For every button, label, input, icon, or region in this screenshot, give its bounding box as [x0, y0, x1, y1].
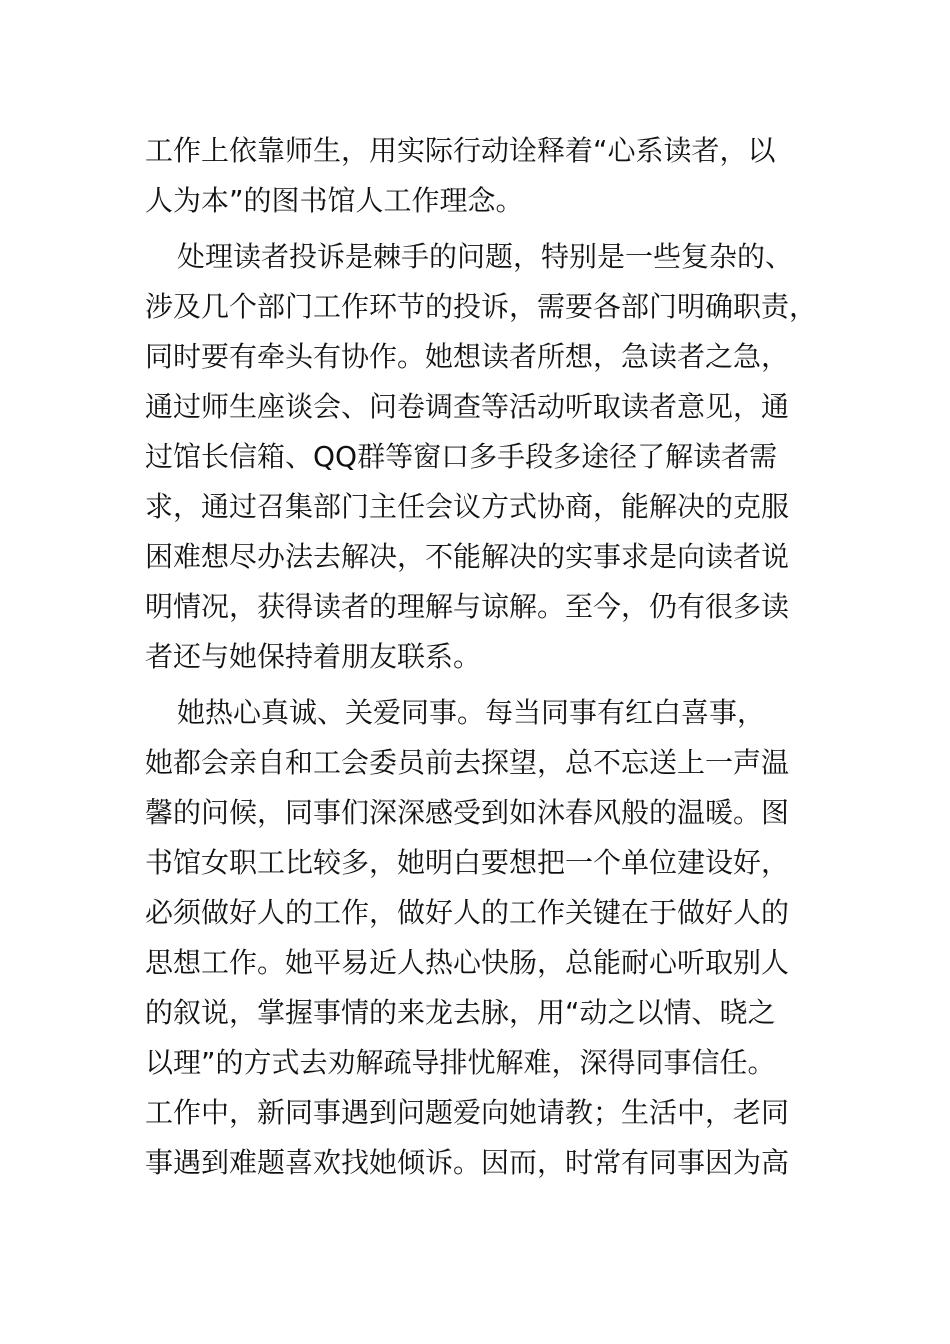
text-line: 通过师生座谈会、问卷调查等活动听取读者意见，通: [145, 390, 790, 423]
text-line: 她热心真诚、关爱同事。每当同事有红白喜事，: [177, 696, 766, 729]
text-line: 以理”的方式去劝解疏导排忧解难，深得同事信任。: [145, 1046, 776, 1079]
text-line: 馨的问候，同事们深深感受到如沐春风般的温暖。图: [145, 796, 790, 829]
text-line: 她都会亲自和工会委员前去探望，总不忘送上一声温: [145, 746, 790, 779]
text-line: 思想工作。她平易近人热心快肠，总能耐心听取别人: [145, 946, 790, 979]
body-text: [145, 126, 825, 1188]
text-line: 工作中，新同事遇到问题爱向她请教；生活中，老同: [145, 1096, 790, 1129]
text-line: 涉及几个部门工作环节的投诉，需要各部门明确职责，: [145, 290, 818, 323]
text-line: 工作上依靠师生，用实际行动诠释着“心系读者，以: [145, 134, 776, 167]
text-line: 的叙说，掌握事情的来龙去脉，用“动之以情、晓之: [145, 996, 776, 1029]
text-line: 明情况，获得读者的理解与谅解。至今，仍有很多读: [145, 590, 790, 623]
text-line: 事遇到难题喜欢找她倾诉。因而，时常有同事因为高: [145, 1146, 790, 1179]
text-line: 人为本”的图书馆人工作理念。: [145, 184, 524, 217]
text-line: 书馆女职工比较多，她明白要想把一个单位建设好，: [145, 846, 790, 879]
text-line: 求，通过召集部门主任会议方式协商，能解决的克服: [145, 490, 790, 523]
text-line: 同时要有牵头有协作。她想读者所想，急读者之急，: [145, 340, 790, 373]
text-line: 过馆长信箱、QQ群等窗口多手段多途径了解读者需: [145, 440, 778, 473]
text-line: 者还与她保持着朋友联系。: [145, 640, 482, 673]
text-line: 必须做好人的工作，做好人的工作关键在于做好人的: [145, 896, 790, 929]
text-line: 处理读者投诉是棘手的问题，特别是一些复杂的、: [177, 240, 794, 273]
text-line: 困难想尽办法去解决，不能解决的实事求是向读者说: [145, 540, 790, 573]
